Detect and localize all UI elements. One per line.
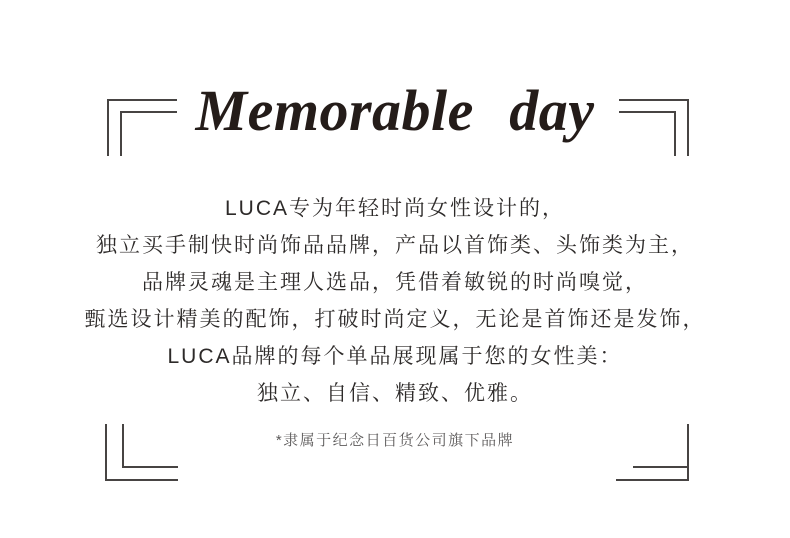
brand-description-line-5: LUCA品牌的每个单品展现属于您的女性美： <box>167 345 623 368</box>
brand-description <box>0 190 790 412</box>
brand-description-line-1: LUCA专为年轻时尚女性设计的， <box>224 197 566 220</box>
brand-description-line-4: 甄选设计精美的配饰，打破时尚定义，无论是首饰还是发饰， <box>84 308 706 331</box>
page-title: Memorable day <box>195 78 595 143</box>
brand-description-line-2: 独立买手制快时尚饰品品牌，产品以首饰类、头饰类为主， <box>96 234 694 257</box>
footnote: *隶属于纪念日百货公司旗下品牌 <box>275 432 515 449</box>
brand-description-line-6: 独立、自信、精致、优雅。 <box>257 382 533 405</box>
brand-description-line-3: 品牌灵魂是主理人选品，凭借着敏锐的时尚嗅觉， <box>142 271 648 294</box>
